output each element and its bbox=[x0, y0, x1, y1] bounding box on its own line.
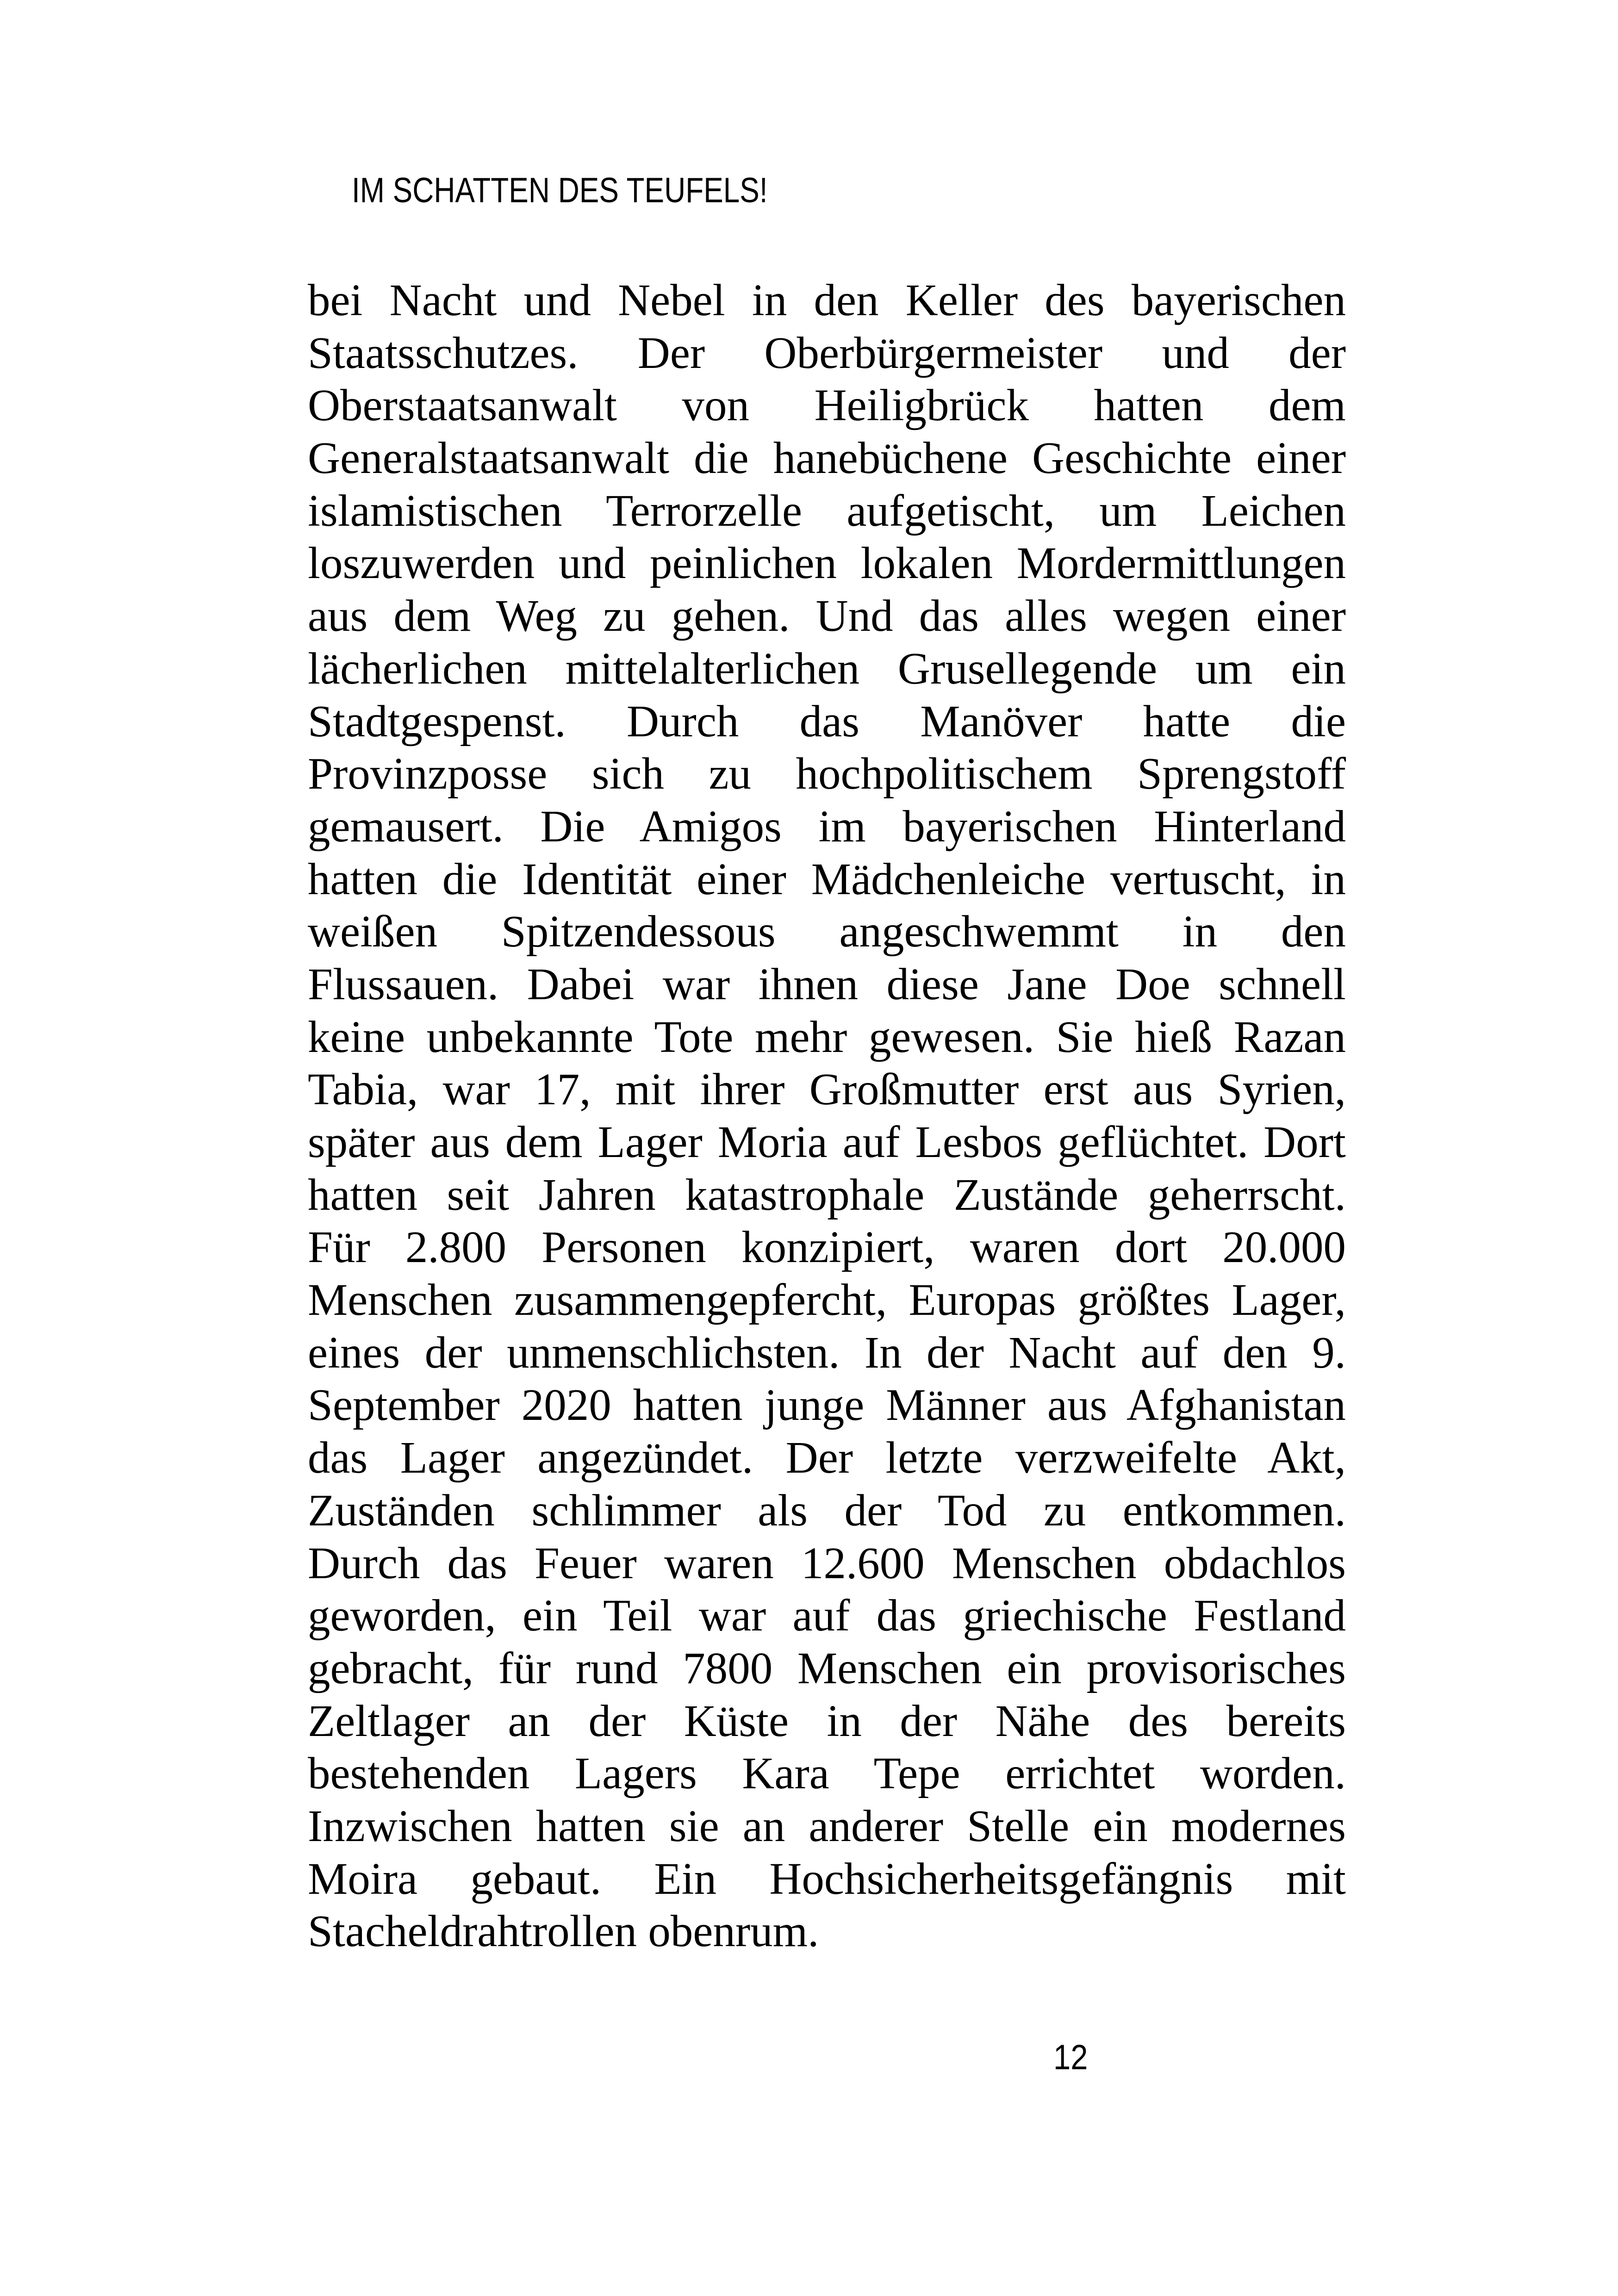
text-line: Zeltlager an der Küste in der Nähe des bereits bbox=[308, 1696, 1346, 1746]
text-line: bei Nacht und Nebel in den Keller des bayerischen bbox=[308, 275, 1346, 325]
text-line: Stadtgespenst. Durch das Manöver hatte die bbox=[308, 696, 1346, 746]
running-header: IM SCHATTEN DES TEUFELS! bbox=[352, 171, 768, 210]
text-line: islamistischen Terrorzelle aufgetischt, um Leichen bbox=[308, 485, 1346, 535]
text-line: Stacheldrahtrollen obenrum. bbox=[308, 1906, 819, 1956]
text-line: Menschen zusammengepfercht, Europas größtes Lager, bbox=[308, 1275, 1346, 1325]
text-line: Für 2.800 Personen konzipiert, waren dort 20.000 bbox=[308, 1222, 1346, 1272]
text-line: keine unbekannte Tote mehr gewesen. Sie hieß Razan bbox=[308, 1012, 1346, 1062]
text-line: hatten die Identität einer Mädchenleiche vertuscht, in bbox=[308, 854, 1346, 904]
body-paragraph bbox=[308, 274, 1346, 1958]
text-line: später aus dem Lager Moria auf Lesbos geflüchtet. Dort bbox=[308, 1117, 1346, 1167]
text-line: aus dem Weg zu gehen. Und das alles wegen einer bbox=[308, 591, 1346, 641]
text-line: Inzwischen hatten sie an anderer Stelle ein modernes bbox=[308, 1801, 1346, 1851]
text-line: Provinzposse sich zu hochpolitischem Sprengstoff bbox=[308, 749, 1346, 799]
text-line: geworden, ein Teil war auf das griechische Festland bbox=[308, 1591, 1346, 1641]
text-line: lächerlichen mittelalterlichen Grusellegende um ein bbox=[308, 643, 1346, 693]
text-line: Moira gebaut. Ein Hochsicherheitsgefängnis mit bbox=[308, 1854, 1346, 1904]
text-line: September 2020 hatten junge Männer aus Afghanistan bbox=[308, 1380, 1346, 1430]
page-number: 12 bbox=[1053, 2038, 1088, 2077]
text-line: Staatsschutzes. Der Oberbürgermeister und der bbox=[308, 328, 1346, 378]
text-line: hatten seit Jahren katastrophale Zustände geherrscht. bbox=[308, 1170, 1346, 1220]
text-line: gebracht, für rund 7800 Menschen ein provisorisches bbox=[308, 1643, 1346, 1693]
text-line: bestehenden Lagers Kara Tepe errichtet worden. bbox=[308, 1748, 1346, 1798]
text-line: weißen Spitzendessous angeschwemmt in den bbox=[308, 907, 1346, 957]
text-line: Oberstaatsanwalt von Heiligbrück hatten dem bbox=[308, 380, 1346, 430]
text-line: das Lager angezündet. Der letzte verzweifelte Akt, bbox=[308, 1433, 1346, 1483]
text-line: Durch das Feuer waren 12.600 Menschen obdachlos bbox=[308, 1538, 1346, 1588]
text-line: Generalstaatsanwalt die hanebüchene Geschichte einer bbox=[308, 433, 1346, 483]
text-line: gemausert. Die Amigos im bayerischen Hinterland bbox=[308, 801, 1346, 851]
text-line: Zuständen schlimmer als der Tod zu entkommen. bbox=[308, 1485, 1346, 1535]
text-line: eines der unmenschlichsten. In der Nacht auf den 9. bbox=[308, 1327, 1346, 1377]
text-line: Flussauen. Dabei war ihnen diese Jane Doe schnell bbox=[308, 959, 1346, 1009]
text-line: loszuwerden und peinlichen lokalen Mordermittlungen bbox=[308, 538, 1346, 588]
text-line: Tabia, war 17, mit ihrer Großmutter erst aus Syrien, bbox=[308, 1064, 1346, 1114]
